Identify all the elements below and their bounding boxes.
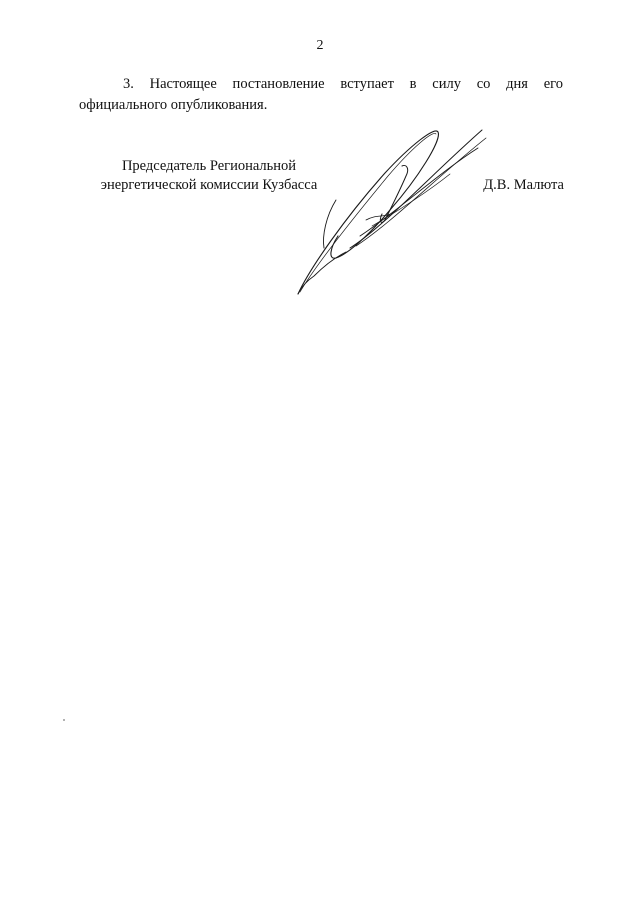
paragraph-line: 3. Настоящее постановление вступает в силу со дня его — [123, 76, 563, 92]
paragraph-3 — [79, 74, 563, 116]
signatory-position-line: энергетической комиссии Кузбасса — [100, 177, 318, 193]
page-number: 2 — [316, 38, 324, 53]
signatory-position-line: Председатель Региональной — [121, 158, 297, 174]
scan-artifact — [63, 719, 65, 721]
signatory-name: Д.В. Малюта — [483, 177, 564, 193]
handwritten-signature — [290, 118, 490, 303]
paragraph-line: официального опубликования. — [79, 97, 268, 113]
